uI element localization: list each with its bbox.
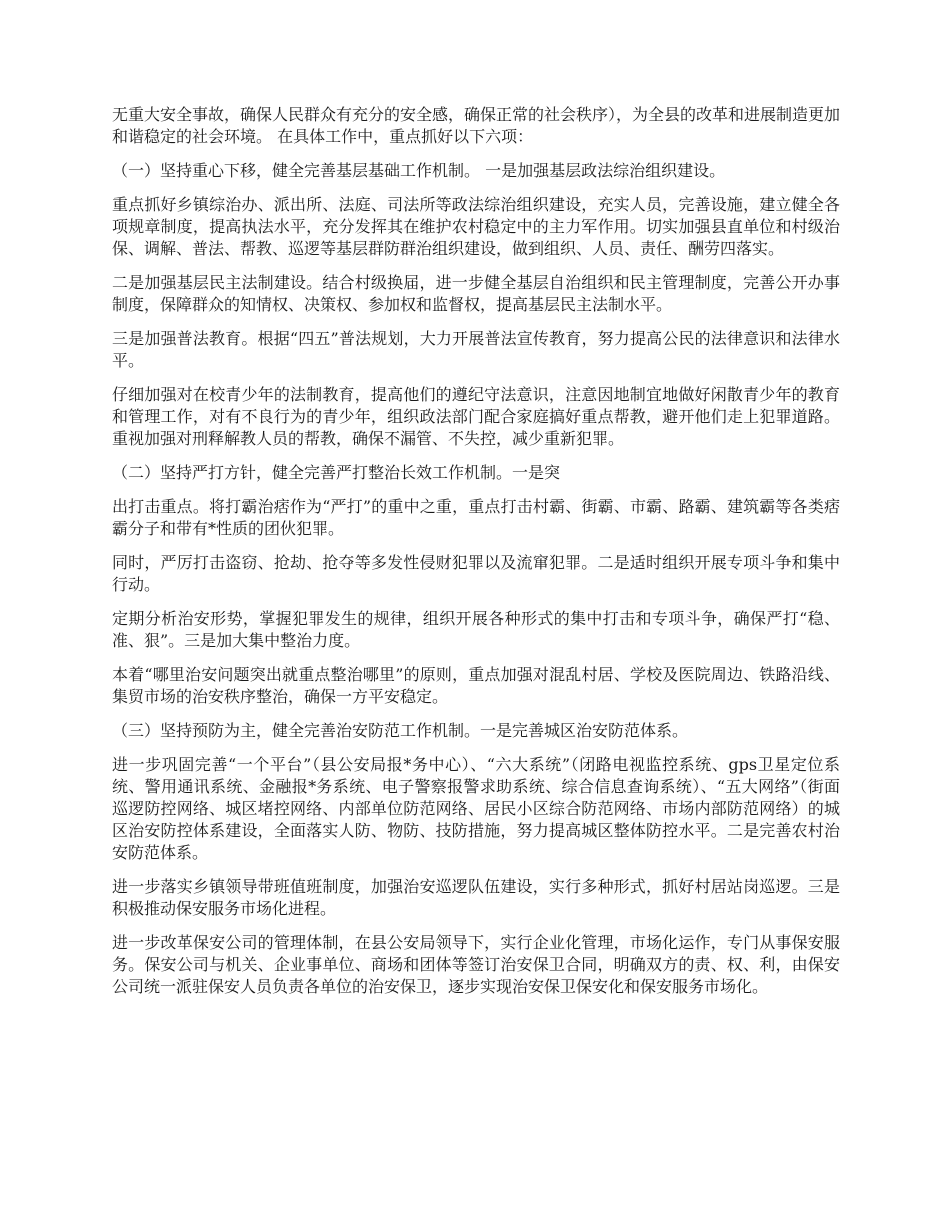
paragraph-section-1-legal-education: 三是加强普法教育。根据“四五”普法规划，大力开展普法宣传教育，努力提高公民的法律意识和法律水平。 xyxy=(112,329,840,370)
paragraph-section-1-democracy: 二是加强基层民主法制建设。结合村级换届，进一步健全基层自治组织和民主管理制度，完善公开办事制度，保障群众的知情权、决策权、参加权和监督权，提高基层民主法制水平。 xyxy=(112,273,840,314)
paragraph-section-2-theft: 同时，严厉打击盗窃、抢劫、抢夺等多发性侵财犯罪以及流窜犯罪。二是适时组织开展专项斗争和集中行动。 xyxy=(112,553,840,594)
paragraph-section-3-heading: （三）坚持预防为主，健全完善治安防范工作机制。一是完善城区治安防范体系。 xyxy=(112,721,689,740)
paragraph-section-2-crackdown: 出打击重点。将打霸治痞作为“严打”的重中之重，重点打击村霸、街霸、市霸、路霸、建筑霸等各类痞霸分子和带有*性质的团伙犯罪。 xyxy=(112,497,840,538)
paragraph-section-3-rural-patrol: 进一步落实乡镇领导带班值班制度，加强治安巡逻队伍建设，实行多种形式，抓好村居站岗巡逻。三是积极推动保安服务市场化进程。 xyxy=(112,877,840,918)
paragraph-section-2-analysis: 定期分析治安形势，掌握犯罪发生的规律，组织开展各种形式的集中打击和专项斗争，确保严打“稳、准、狠”。三是加大集中整治力度。 xyxy=(112,609,840,650)
paragraph-section-3-security-service: 进一步改革保安公司的管理体制，在县公安局领导下，实行企业化管理，市场化运作，专门从事保安服务。保安公司与机关、企业事单位、商场和团体等签订治安保卫合同，明确双方的责、权、利，由保安公司统一派驻保安人员负责各单位的治安保卫，逐步实现治安保卫保安化和保安服务市场化。 xyxy=(112,933,840,996)
paragraph-section-1-organizations: 重点抓好乡镇综治办、派出所、法庭、司法所等政法综治组织建设，充实人员，完善设施，建立健全各项规章制度，提高执法水平，充分发挥其在维护农村稳定中的主力军作用。切实加强县直单位和村级治保、调解、普法、帮教、巡逻等基层群防群治组织建设，做到组织、人员、责任、酬劳四落实。 xyxy=(112,195,840,258)
paragraph-section-1-youth: 仔细加强对在校青少年的法制教育，提高他们的遵纪守法意识，注意因地制宜地做好闲散青少年的教育和管理工作，对有不良行为的青少年，组织政法部门配合家庭搞好重点帮教，避开他们走上犯罪道路。重视加强对刑释解教人员的帮教，确保不漏管、不失控，减少重新犯罪。 xyxy=(112,385,840,448)
paragraph-section-2-heading: （二）坚持严打方针，健全完善严打整治长效工作机制。一是突 xyxy=(112,463,561,482)
paragraph-section-3-urban-system: 进一步巩固完善“一个平台”（县公安局报*务中心）、“六大系统”（闭路电视监控系统、gps卫星定位系统、警用通讯系统、金融报*务系统、电子警察报警求助系统、综合信息查询系统）、“五大网络”（街面巡逻防控网络、城区堵控网络、内部单位防范网络、居民小区综合防范网络、市场内部防范网络）的城区治安防控体系建设，全面落实人防、物防、技防措施，努力提高城区整体防控水平。二是完善农村治安防范体系。 xyxy=(112,755,840,862)
document-body xyxy=(112,104,840,1010)
paragraph-section-2-rectification: 本着“哪里治安问题突出就重点整治哪里”的原则，重点加强对混乱村居、学校及医院周边、铁路沿线、集贸市场的治安秩序整治，确保一方平安稳定。 xyxy=(112,665,840,706)
paragraph-intro-continuation: 无重大安全事故，确保人民群众有充分的安全感，确保正常的社会秩序），为全县的改革和进展制造更加和谐稳定的社会环境。 在具体工作中，重点抓好以下六项： xyxy=(112,105,841,146)
paragraph-section-1-heading: （一）坚持重心下移，健全完善基层基础工作机制。 一是加强基层政法综治组织建设。 xyxy=(112,161,726,180)
